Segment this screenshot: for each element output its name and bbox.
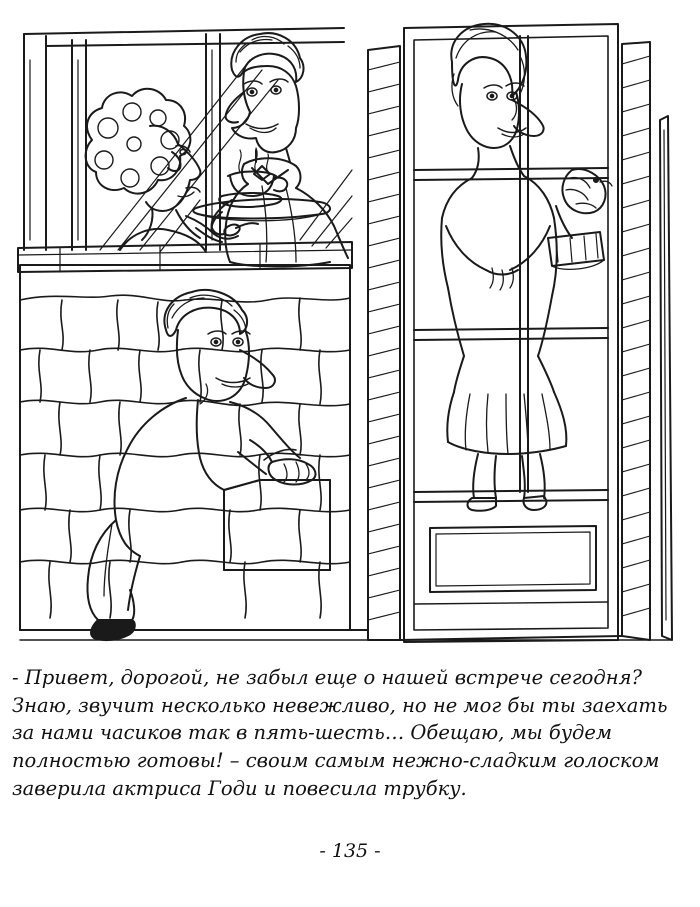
- page-number: - 135 -: [319, 840, 381, 862]
- page-caption: [12, 664, 688, 802]
- caption-paragraph: - Привет, дорогой, не забыл еще о нашей встрече сегодня? Знаю, звучит несколько невежливо, но не мог бы ты заехать за нами часиков так в пять-шесть… Обещаю, мы будем полностью готовы! – своим самым нежно-сладким голоском заверила актриса Годи и повесила трубку.: [12, 666, 668, 800]
